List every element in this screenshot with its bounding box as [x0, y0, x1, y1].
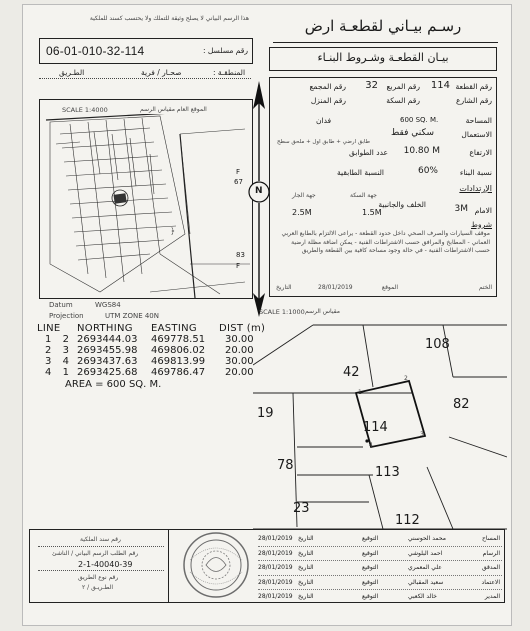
- table-row: [37, 334, 269, 345]
- neighbor-label: جهة الجار: [292, 192, 316, 199]
- col-easting: EASTING: [151, 323, 197, 334]
- front-label: الامام: [474, 206, 492, 215]
- serial-box: [39, 38, 253, 64]
- location-map-drawing: [40, 114, 252, 298]
- sign-sig-label: التوقيع: [362, 535, 379, 542]
- parcel-114: 114: [363, 420, 388, 435]
- sign-role: الاعتماد: [481, 578, 500, 586]
- floor-ratio-label: النسبة الطابقية: [337, 168, 384, 177]
- conditions-label: شروط: [471, 220, 492, 229]
- col-dist: DIST (m): [219, 323, 266, 334]
- corner-4: 4: [369, 442, 373, 449]
- footer-vline: [168, 530, 169, 602]
- signature-rows: [258, 532, 502, 604]
- location-map-title: الموقع العام مقياس الرسم: [140, 106, 207, 113]
- sign-row: [258, 561, 502, 576]
- cell: 4: [45, 367, 52, 378]
- cell: 30.00: [225, 334, 254, 345]
- sign-date-label: التاريخ: [298, 564, 314, 571]
- sign-date: 28/01/2019: [258, 564, 293, 571]
- sign-sig-label: التوقيع: [362, 593, 379, 600]
- serial-label: رقم مسلسل :: [202, 46, 248, 55]
- map-label-83: 83: [236, 251, 245, 259]
- cell: 469813.99: [151, 356, 206, 367]
- cell: 469786.47: [151, 367, 206, 378]
- detail-scale: SCALE 1:1000: [259, 308, 305, 316]
- way-label: رقم السكة: [386, 96, 420, 105]
- sign-name: محمد الحوسني: [408, 535, 446, 542]
- col-northing: NORTHING: [77, 323, 133, 334]
- sign-date: 28/01/2019: [258, 549, 293, 557]
- block-value: 32: [365, 80, 378, 91]
- setbacks-label: الإرتدادات: [459, 184, 492, 193]
- application-value: 2-1-40040-39: [78, 560, 133, 569]
- plot-no-label: رقم القطعة: [455, 82, 492, 91]
- area-text: AREA = 600 SQ. M.: [65, 379, 162, 390]
- title-underline: [273, 42, 498, 43]
- parcel-23: 23: [293, 501, 310, 516]
- corner-2: 2: [404, 375, 408, 382]
- sign-date-label: التاريخ: [298, 535, 314, 542]
- coverage-value: 60%: [417, 166, 438, 176]
- cell: 469778.51: [151, 334, 206, 345]
- parcel-19: 19: [257, 406, 274, 421]
- road-type-value: الطـريـق / ٢: [82, 584, 113, 591]
- signature-label: الموقع: [381, 284, 398, 291]
- survey-sheet: [22, 4, 512, 626]
- floors-label: عدد الطوابق: [349, 148, 388, 157]
- sign-name: علي المعمري: [408, 564, 442, 571]
- location-map-box: [39, 99, 253, 299]
- date-label: التاريخ: [276, 284, 292, 291]
- way-side-label: جهة السكة: [350, 192, 377, 199]
- cell: 4: [62, 356, 69, 367]
- sign-role: المدير: [484, 593, 500, 600]
- house-label: رقم المنزل: [310, 96, 346, 105]
- sign-row: [258, 532, 502, 547]
- corner-1: 1: [358, 389, 362, 396]
- cell: 20.00: [225, 367, 254, 378]
- cell: 2693444.03: [77, 334, 138, 345]
- sign-name: احمد البلوشي: [408, 549, 443, 557]
- sign-sig-label: التوقيع: [362, 549, 379, 557]
- datum-value: WGS84: [95, 301, 121, 309]
- sign-name: سعيد المقبالي: [408, 578, 444, 586]
- road-type-label: رقم نوع الطريق: [78, 574, 119, 581]
- map-label-f83: F: [236, 262, 241, 270]
- coverage-label: نسبة البناء: [459, 168, 492, 177]
- sign-date: 28/01/2019: [258, 578, 293, 586]
- height-label: الارتفاع: [469, 148, 492, 157]
- cell: 2693425.68: [77, 367, 138, 378]
- disclaimer-text: هذا الرسم البياني لا يصلح وثيقة للتملك ولا يحتسب كسند للملكية: [89, 15, 249, 22]
- projection-value: UTM ZONE 40N: [105, 312, 159, 320]
- parcel-113: 113: [375, 465, 400, 480]
- cell: 3: [45, 356, 52, 367]
- detail-scale-ar: مقياس الرسم: [305, 308, 340, 315]
- sign-row: [258, 547, 502, 562]
- cell: 2693437.63: [77, 356, 138, 367]
- map-label-67: 67: [234, 178, 243, 186]
- region-value: صحـار / فرية: [141, 68, 182, 77]
- footer-divider-1: [38, 546, 164, 547]
- height-value: 10.80 M: [403, 146, 440, 156]
- sign-date-label: التاريخ: [298, 549, 314, 557]
- north-label: N: [255, 186, 263, 196]
- sign-role: الرسام: [482, 549, 500, 557]
- cell: 30.00: [225, 356, 254, 367]
- parcel-108: 108: [425, 337, 450, 352]
- ownership-label: رقم سند الملكية: [80, 536, 121, 543]
- parcel-112: 112: [395, 513, 420, 528]
- serial-value: 06-01-010-32-114: [46, 44, 145, 58]
- footer-box: [29, 529, 505, 603]
- sign-date-label: التاريخ: [298, 578, 314, 586]
- plot-no-value: 114: [430, 80, 450, 91]
- complex-label: رقم المجمع: [309, 82, 346, 91]
- use-label: الاستعمال: [461, 130, 492, 139]
- svg-text:﴿: ﴿: [170, 227, 176, 237]
- subtitle: بيـان القطعـة وشـروط البنـاء: [317, 51, 449, 64]
- cell: 3: [62, 345, 69, 356]
- application-label: رقم الطلب الرسم البياني / الناشئ: [52, 550, 139, 557]
- table-row: [37, 356, 269, 367]
- coordinate-table: [37, 323, 269, 390]
- sign-name: خالد الكعبي: [408, 593, 437, 600]
- plot-info-box: [269, 77, 497, 297]
- cell: 2: [45, 345, 52, 356]
- sign-role: المدقق: [482, 564, 500, 571]
- date-value: 28/01/2019: [318, 284, 353, 291]
- area-label: المساحة: [465, 116, 492, 125]
- stamp-label: الختم: [478, 284, 492, 291]
- location-scale: SCALE 1:4000: [62, 106, 108, 114]
- back-sides-value: 1.5M: [362, 208, 382, 217]
- table-row: [37, 345, 269, 356]
- map-label-f67: F: [236, 168, 241, 176]
- cell: 2: [62, 334, 69, 345]
- subtitle-box: [269, 47, 497, 71]
- corner-3: 3: [420, 431, 424, 438]
- road-label: الطـريق: [59, 68, 85, 77]
- parcel-42: 42: [343, 365, 360, 380]
- cell: 2693455.98: [77, 345, 138, 356]
- datum-label: Datum: [49, 301, 73, 309]
- footer-divider-2: [38, 570, 164, 571]
- area-value: 600 SQ. M.: [400, 116, 439, 124]
- north-arrow-icon: [247, 79, 271, 319]
- use-value: سكني فقط: [391, 128, 434, 138]
- sign-sig-label: التوقيع: [362, 578, 379, 586]
- region-label: المنطقـة :: [213, 68, 246, 77]
- sign-row: [258, 590, 502, 604]
- official-stamp-icon: [176, 530, 256, 600]
- back-sides-label: الخلف والجانبية: [378, 200, 426, 209]
- sign-sig-label: التوقيع: [362, 564, 379, 571]
- cell: 1: [62, 367, 69, 378]
- sign-row: [258, 576, 502, 591]
- cell: 469806.02: [151, 345, 206, 356]
- unit-label: فدان: [316, 116, 332, 125]
- front-value: 3M: [454, 204, 468, 214]
- sign-date: 28/01/2019: [258, 593, 293, 600]
- projection-label: Projection: [49, 312, 84, 320]
- col-line: LINE: [37, 323, 61, 334]
- cell: 1: [45, 334, 52, 345]
- sign-role: المساح: [481, 535, 500, 542]
- sign-date-label: التاريخ: [298, 593, 314, 600]
- conditions-text: موقف السيارات والصرف الصحي داخل حدود القطعة - يراعى الالتزام بالطابع العربي العماني - المطابخ والمرافق حسب الاشتراطات الفنية - يمكن اضافة مظلة ارضية حسب الاشتراطات الفنية - في حالة وجود مساحة كافية بين القطعة والطريق: [281, 230, 490, 254]
- street-label: رقم الشارع: [455, 96, 492, 105]
- parcel-78: 78: [277, 458, 294, 473]
- parcel-82: 82: [453, 397, 470, 412]
- cell: 20.00: [225, 345, 254, 356]
- neighbor-value: 2.5M: [292, 208, 312, 217]
- block-label: رقم المربع: [386, 82, 420, 91]
- main-title: رسـم بيـاني لقطعـة ارض: [304, 17, 462, 35]
- sign-date: 28/01/2019: [258, 535, 293, 542]
- floors-value: طابق ارضي + طابق اول + ملحق سطح: [277, 139, 370, 145]
- table-row: [37, 367, 269, 378]
- region-underline: [39, 78, 251, 79]
